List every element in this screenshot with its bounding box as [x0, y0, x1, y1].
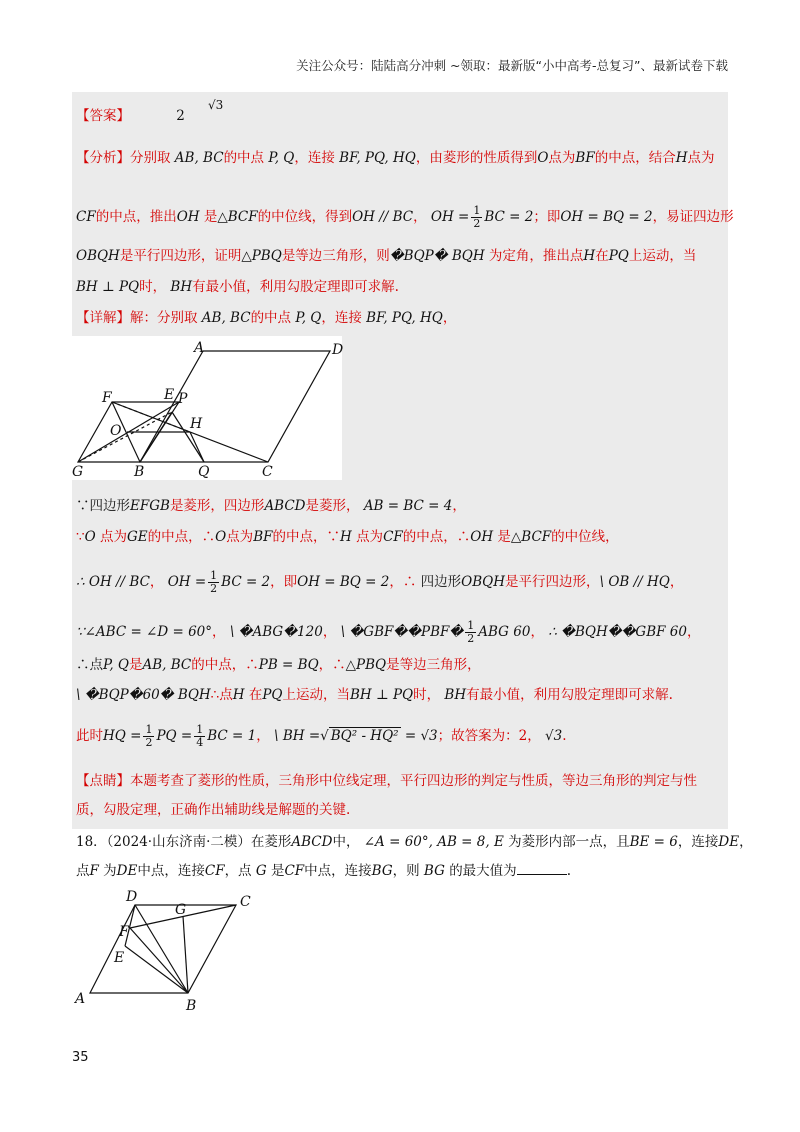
analysis-line-3: [76, 246, 696, 266]
text: 有最小值，利用勾股定理即可求解.: [466, 687, 673, 703]
text: 是: [270, 863, 285, 879]
text: 有最小值，利用勾股定理即可求解.: [192, 279, 399, 295]
math: BE = 6: [629, 834, 678, 850]
text: 为菱形内部一点，且: [508, 834, 630, 850]
math: OH: [470, 529, 494, 545]
segment-eb: [125, 946, 188, 993]
solution-line-3: [76, 570, 683, 595]
math: PB = BQ: [258, 657, 319, 673]
solution-line-5: [76, 655, 481, 675]
math: H: [339, 529, 352, 545]
page-number: 35: [72, 1050, 89, 1065]
answer-value-2: √3: [208, 98, 224, 112]
label-b: B: [186, 998, 197, 1014]
math: BC = 2: [221, 574, 271, 590]
analysis-label: 【分析】: [76, 150, 130, 166]
fraction-half: [471, 205, 482, 230]
math: G: [255, 863, 267, 879]
question-18-line-2: [76, 860, 571, 881]
label-e: E: [114, 950, 125, 966]
figure-rhombus-2: [70, 888, 260, 1013]
text: ，: [686, 624, 701, 640]
label-c: C: [240, 894, 251, 910]
math: \ OB // HQ: [599, 574, 670, 590]
comment-line-2: [76, 800, 350, 820]
solution-line-1: [76, 496, 466, 516]
text: 点为: [356, 529, 384, 545]
text: 的中点，∴: [147, 529, 216, 545]
math: ABCD: [264, 498, 306, 514]
denominator: 4: [196, 736, 204, 749]
label-a: A: [194, 340, 205, 356]
text: 的中点: [250, 310, 292, 326]
math: HQ =: [103, 728, 142, 744]
text: 为: [103, 863, 117, 879]
text: 本题考查了菱形的性质，三角形中位线定理，平行四边形的判定与性质，等边三角形的判定与性: [130, 773, 697, 789]
text: 上运动，当: [282, 687, 350, 703]
math: BF: [575, 150, 595, 166]
math: PQ: [608, 248, 629, 264]
text: 在: [248, 687, 263, 703]
numerator: 1: [196, 723, 204, 736]
text: ，: [530, 624, 544, 640]
text: .: [562, 728, 567, 744]
text: ，: [322, 624, 337, 640]
text: 点为: [99, 529, 127, 545]
text: 是平行四边形，: [505, 574, 600, 590]
math: BH: [444, 687, 467, 703]
text: 的中点: [223, 150, 265, 166]
question-18-line-1: [76, 832, 753, 852]
math: ABCD: [291, 834, 333, 850]
text: 此时: [76, 728, 103, 744]
text: ，点: [224, 863, 252, 879]
label-c: C: [262, 464, 273, 480]
answer-line: [76, 106, 185, 126]
solution-line-6: [76, 685, 673, 705]
text: .: [566, 863, 571, 879]
text: 中点，连接: [304, 863, 372, 879]
label-f: F: [102, 390, 112, 406]
text: ∵四边形: [76, 498, 130, 514]
text: 的中点，∴: [402, 529, 471, 545]
denominator: 2: [210, 582, 218, 595]
math: ∴ OH // BC: [76, 574, 150, 590]
numerator: 1: [467, 619, 475, 632]
text: ，: [256, 728, 270, 744]
math: OBQH: [76, 248, 120, 264]
text: ，: [212, 624, 226, 640]
math: �BQP� BQH: [389, 248, 485, 264]
text: 的中点，∵: [272, 529, 340, 545]
math: O: [537, 150, 549, 166]
numerator: 1: [145, 723, 153, 736]
math: ABG 60: [478, 624, 531, 640]
text: ，则: [392, 863, 420, 879]
text: ，由菱形的性质得到: [415, 150, 538, 166]
text: ，连接: [321, 310, 362, 326]
text: 的最大值为: [449, 863, 517, 879]
text: 中，: [332, 834, 360, 850]
math: GE: [126, 529, 148, 545]
math: F: [89, 863, 99, 879]
answer-blank[interactable]: [517, 860, 567, 875]
text: ，即: [270, 574, 298, 590]
detail-label: 【详解】: [76, 310, 130, 326]
math: P, Q: [103, 657, 129, 673]
text: 分别取: [130, 150, 171, 166]
text: ，: [442, 310, 457, 326]
text: 四边形: [420, 574, 462, 590]
math: BC = 2: [484, 209, 534, 225]
label-q: Q: [198, 464, 210, 480]
math: H: [232, 687, 245, 703]
label-g: G: [175, 902, 187, 918]
math: AB, BC: [201, 310, 251, 326]
numerator: 1: [210, 569, 218, 582]
fraction-half: [465, 620, 476, 645]
text: ∴点: [76, 657, 103, 673]
math: △BCF: [217, 209, 258, 225]
text: 点为: [226, 529, 254, 545]
solution-line-4: [76, 620, 700, 645]
figure-1-svg: [72, 336, 342, 480]
math: P, Q: [295, 310, 322, 326]
fraction-half: [143, 724, 154, 749]
answer-value-1: 2: [176, 108, 185, 124]
math: △PBQ: [241, 248, 282, 264]
math: H: [675, 150, 688, 166]
label-a: A: [75, 991, 86, 1007]
segment-db: [135, 905, 188, 993]
math: BG: [371, 863, 393, 879]
comment-label: 【点睛】: [76, 773, 130, 789]
text: ，: [669, 574, 684, 590]
math: BH ⊥ PQ: [76, 279, 140, 295]
text: ，易证四边形: [652, 209, 734, 225]
figure-2-svg: [70, 888, 260, 1013]
text: ，连接: [677, 834, 719, 850]
text: 解：分别取: [130, 310, 198, 326]
analysis-line-4: [76, 277, 399, 297]
math: = √3: [404, 728, 438, 744]
math: BF, PQ, HQ: [339, 150, 416, 166]
text: 点: [76, 863, 90, 879]
math: BG: [423, 863, 445, 879]
denominator: 2: [467, 632, 475, 645]
text: 是平行四边形，证明: [119, 248, 242, 264]
math: O: [84, 529, 96, 545]
math: BC = 1: [207, 728, 257, 744]
text: 的中点，推出: [95, 209, 177, 225]
page-header: 关注公众号：陆陆高分冲刺 ~领取：最新版“小中高考-总复习”、最新试卷下载: [296, 58, 728, 73]
rhombus-abcd: [140, 351, 330, 462]
label-e: E: [164, 387, 175, 403]
text: 的中点，结合: [594, 150, 676, 166]
math: \ �GBF��PBF�: [340, 624, 464, 640]
math: OH = BQ = 2: [560, 209, 653, 225]
numerator: 1: [473, 204, 481, 217]
text: 18．（2024·山东济南·二模）在菱形: [76, 834, 292, 850]
math: BH ⊥ PQ: [350, 687, 414, 703]
math: PQ =: [156, 728, 193, 744]
math: OH: [176, 209, 200, 225]
math: PQ: [262, 687, 283, 703]
math: DE: [718, 834, 740, 850]
math: BH: [170, 279, 193, 295]
solution-line-2: [76, 527, 619, 547]
fraction-quarter: [194, 724, 205, 749]
text: 点为: [548, 150, 576, 166]
label-p: P: [178, 391, 188, 407]
text: ，∴: [389, 574, 417, 590]
text: ，: [149, 574, 164, 590]
text: 时，: [139, 279, 167, 295]
label-o: O: [110, 423, 122, 439]
text: ，: [452, 498, 466, 514]
math: ∠A = 60°, AB = 8, E: [363, 834, 504, 850]
comment-line-1: [76, 771, 697, 791]
math: \ �BQP�60� BQH: [76, 687, 211, 703]
text: ，∴: [318, 657, 346, 673]
label-b: B: [134, 464, 145, 480]
fraction-half: [208, 570, 219, 595]
math: △BCF: [510, 529, 552, 545]
math: P, Q: [268, 150, 295, 166]
text: 是菱形，四边形: [169, 498, 265, 514]
math: BF: [253, 529, 273, 545]
math: ∵∠ABC = ∠D = 60°: [76, 624, 213, 640]
text: 是: [497, 529, 511, 545]
math: OBQH: [461, 574, 505, 590]
text: 在: [595, 248, 609, 264]
math: H: [583, 248, 596, 264]
math: OH // BC: [352, 209, 414, 225]
text: 是: [203, 209, 218, 225]
text: ∵: [76, 529, 85, 545]
math: ∴ �BQH��GBF 60: [548, 624, 687, 640]
text: ，: [739, 834, 753, 850]
text: 是: [129, 657, 143, 673]
segment-fb: [130, 928, 188, 993]
sqrt-radicand: BQ² - HQ²: [330, 728, 399, 744]
text: ，: [413, 209, 427, 225]
detail-line-1: [76, 308, 456, 328]
math: AB, BC: [142, 657, 192, 673]
figure-rhombus-1: [72, 336, 342, 480]
math: OH = BQ = 2: [297, 574, 390, 590]
math: CF: [76, 209, 96, 225]
text: 时，: [413, 687, 441, 703]
math: AB, BC: [174, 150, 224, 166]
answer-label: 【答案】: [76, 108, 130, 124]
label-g: G: [72, 464, 84, 480]
math: BF, PQ, HQ: [366, 310, 443, 326]
math: DE: [116, 863, 138, 879]
math: \ �ABG�120: [229, 624, 323, 640]
analysis-line-1: [76, 148, 714, 168]
math: AB = BC = 4: [363, 498, 453, 514]
text: 的中点，∴: [191, 657, 259, 673]
label-d: D: [126, 889, 138, 905]
denominator: 2: [145, 736, 153, 749]
label-h: H: [190, 416, 203, 432]
text: 是等边三角形，则: [281, 248, 390, 264]
math: OH =: [167, 574, 207, 590]
math: OH =: [430, 209, 470, 225]
math: CF: [284, 863, 305, 879]
text: ∴点: [210, 687, 233, 703]
text: 中点，连接: [137, 863, 205, 879]
math: O: [215, 529, 227, 545]
text: ；故答案为：2，: [437, 728, 541, 744]
math: CF: [383, 529, 403, 545]
denominator: 2: [473, 217, 481, 230]
text: 是菱形，: [305, 498, 360, 514]
analysis-line-2: [76, 205, 734, 230]
math: △PBQ: [345, 657, 387, 673]
text: ，连接: [294, 150, 335, 166]
text: 上运动，当: [628, 248, 697, 264]
math: \ BH =: [274, 728, 321, 744]
math: √3: [545, 728, 563, 744]
label-f: F: [119, 924, 129, 940]
text: ；即: [533, 209, 561, 225]
text: 质，勾股定理，正确作出辅助线是解题的关键.: [76, 802, 351, 818]
text: 点为: [687, 150, 715, 166]
solution-line-7: 此时HQ = $\frac{1}{2}$ PQ = $\frac{1}{4}$ BC = 1， \ BH =√ BQ² - HQ² = √3；故答案为：2， √3.: [76, 723, 567, 749]
text: 是等边三角形，: [386, 657, 481, 673]
text: 为定角，推出点: [488, 248, 584, 264]
rhombus-abcd: [90, 905, 236, 993]
segment-bg: [183, 916, 188, 993]
math: CF: [204, 863, 225, 879]
math: EFGB: [130, 498, 170, 514]
text: 的中位线，: [551, 529, 619, 545]
label-d: D: [332, 342, 344, 358]
text: 的中位线，得到: [257, 209, 353, 225]
